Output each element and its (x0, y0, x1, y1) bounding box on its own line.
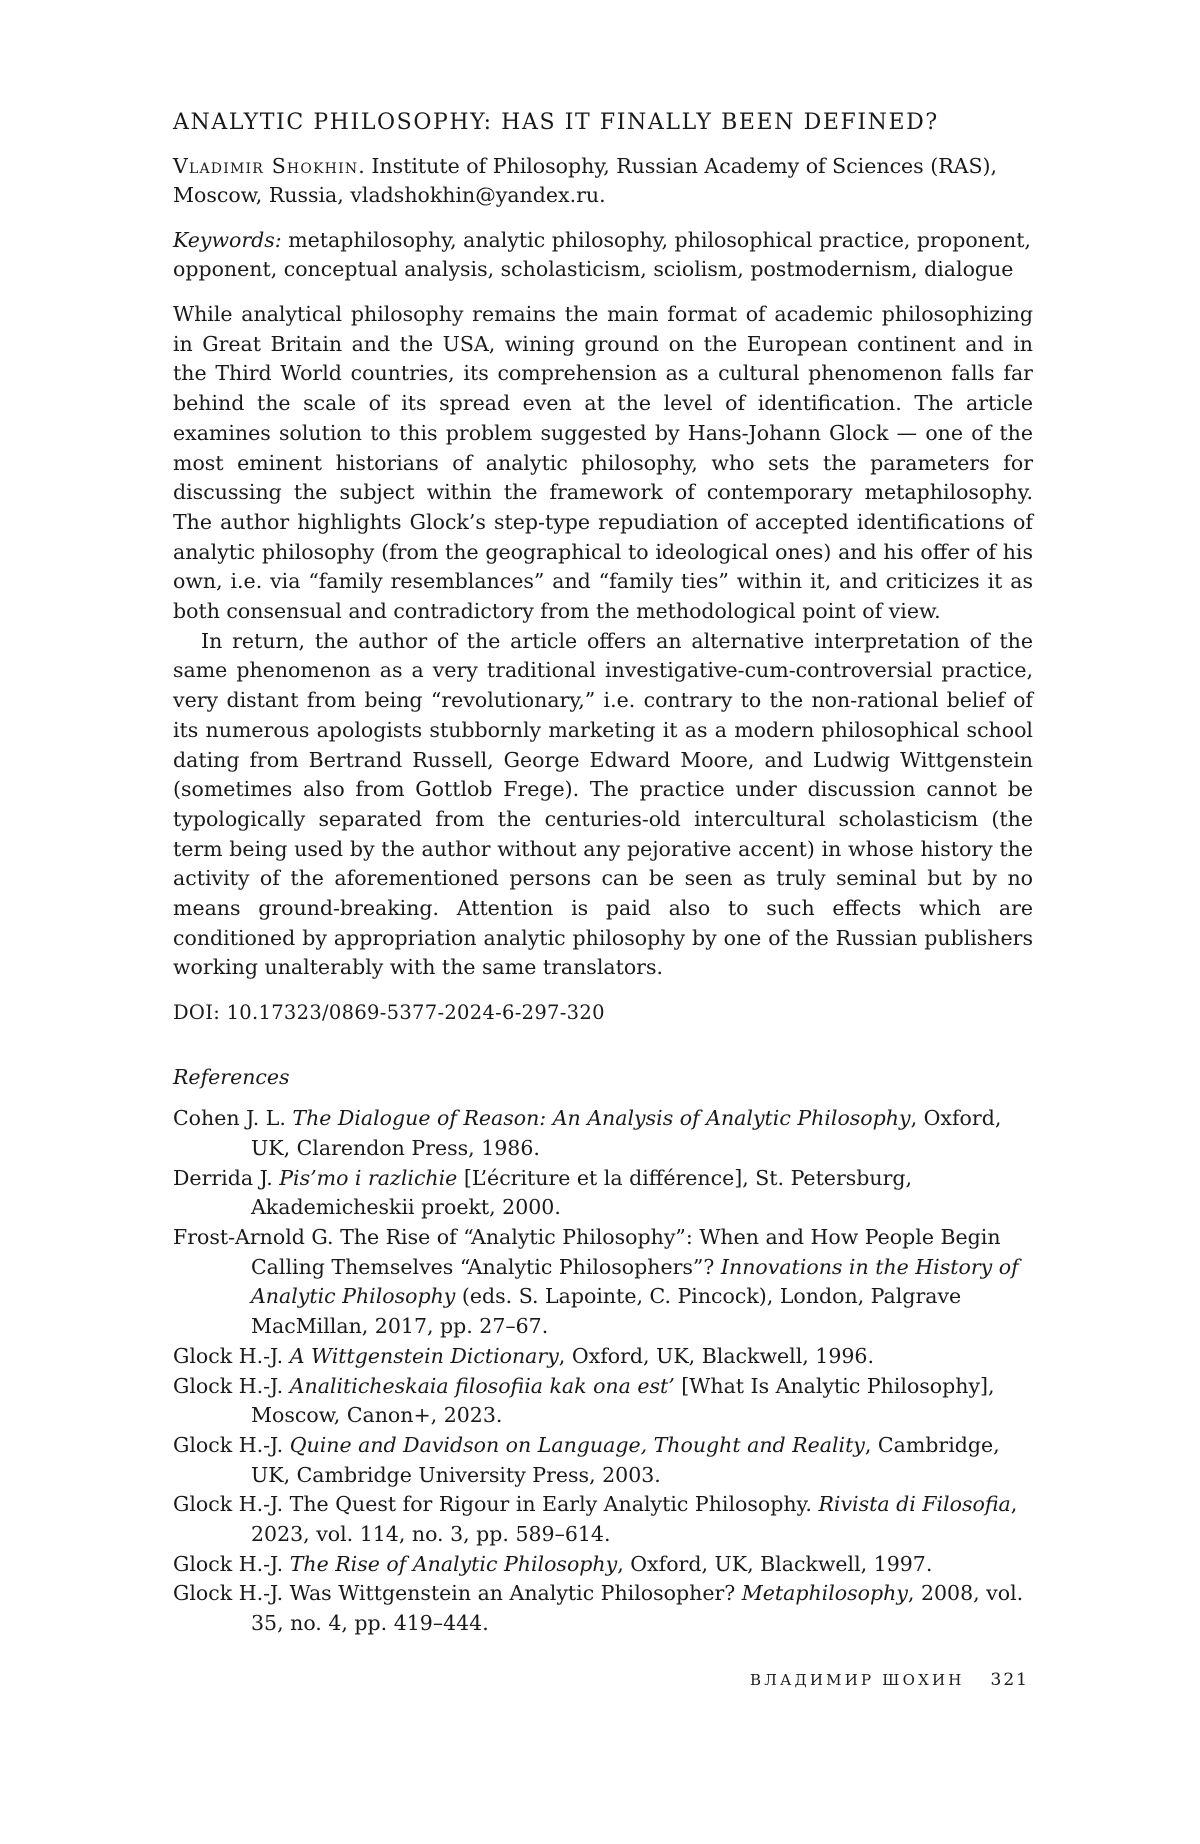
abstract-paragraph-2: In return, the author of the article offers an alternative interpretation of the same phenomenon as a very traditional investigative-cum-controversial practice, very distant from being “revolutionary,” i.e. contrary to the non-rational belief of its numerous apologists stubbornly marketing it as a modern philosophical school dating from Bertrand Russell, George Edward Moore, and Ludwig Wittgenstein (sometimes also from Gottlob Frege). The practice under discussion cannot be typologically separated from the centuries-old intercultural scholasticism (the term being used by the author without any pejorative accent) in whose history the activity of the aforementioned persons can be seen as truly seminal but by no means ground-breaking. Attention is paid also to such effects which are conditioned by appropriation analytic philosophy by one of the Russian publishers working unalterably with the same translators. (173, 628, 1033, 980)
reference-title: Analiticheskaia filosofiia kak ona est’ (289, 1373, 675, 1398)
reference-text: Derrida J. (173, 1165, 280, 1190)
reference-text: Glock H.-J. (173, 1343, 290, 1368)
doi[interactable]: DOI: 10.17323/0869-5377-2024-6-297-320 (173, 1001, 605, 1025)
reference-item (173, 1223, 1033, 1342)
reference-text: Cohen J. L. (173, 1106, 293, 1131)
reference-item (173, 1164, 1033, 1223)
reference-title: A Wittgenstein Dictionary (289, 1343, 559, 1368)
reference-text: (eds. S. Lapointe, C. Pincock), London, Palgrave MacMillan, 2017, pp. 27–67. (251, 1284, 962, 1339)
abstract-paragraph-1: While analytical philosophy remains the main format of academic philosophizing in Great Britain and the USA, wining ground on the European continent and in the Third World countries, its comprehension as a cultural phenomenon falls far behind the scale of its spread even at the level of identification. The article examines solution to this problem suggested by Hans-Johann Glock — one of the most eminent historians of analytic philosophy, who sets the parameters for discussing the subject within the framework of contemporary metaphilosophy. The author highlights Glock’s step-type repudiation of accepted identifications of analytic philosophy (from the geographical to ideological ones) and his offer of his own, i.e. via “family resemblances” and “family ties” within it, and criticizes it as both consensual and contradictory from the methodological point of view. (173, 302, 1033, 624)
page-content (173, 108, 1033, 1639)
reference-item (173, 1490, 1033, 1549)
reference-title: Pis’mo i razlichie (279, 1165, 458, 1190)
reference-text: Glock H.-J. (173, 1432, 290, 1457)
reference-item (173, 1342, 1033, 1372)
reference-title: Innovations in the History of Analytic Philosophy (251, 1254, 1019, 1309)
references-heading: References (173, 1065, 290, 1090)
article-title: ANALYTIC PHILOSOPHY: HAS IT FINALLY BEEN DEFINED? (173, 110, 939, 135)
reference-text: [L’écriture et la différence], St. Petersburg, Akademicheskii proekt, 2000. (251, 1165, 913, 1220)
reference-text: Glock H.-J. (173, 1373, 290, 1398)
reference-text: Glock H.-J. Was Wittgenstein an Analytic Philosopher? (173, 1581, 742, 1606)
reference-text: , 2023, vol. 114, no. 3, pp. 589–614. (251, 1492, 1018, 1547)
author-name: Vladimir Shokhin (173, 154, 359, 178)
abstract (173, 300, 1033, 983)
keywords-list: metaphilosophy, analytic philosophy, philosophical practice, proponent, opponent, conceptual analysis, scholasticism, sciolism, postmodernism, dialogue (173, 228, 1031, 281)
reference-text: , Oxford, UK, Blackwell, 1996. (558, 1343, 874, 1368)
author-block (173, 152, 1033, 210)
references-list (173, 1104, 1033, 1639)
reference-text: Glock H.-J. The Quest for Rigour in Early Analytic Philosophy. (173, 1492, 819, 1517)
keywords-label: Keywords: (173, 228, 282, 252)
reference-title: The Dialogue of Reason: An Analysis of Analytic Philosophy (292, 1106, 911, 1131)
reference-item (173, 1550, 1033, 1580)
reference-item (173, 1579, 1033, 1638)
reference-title: The Rise of Analytic Philosophy (289, 1551, 618, 1576)
running-footer (750, 1670, 1029, 1690)
reference-text: , Oxford, UK, Blackwell, 1997. (617, 1551, 933, 1576)
reference-item (173, 1431, 1033, 1490)
running-head: ВЛАДИМИР ШОХИН (750, 1671, 965, 1689)
reference-text: Glock H.-J. (173, 1551, 290, 1576)
reference-item (173, 1104, 1033, 1163)
reference-title: Metaphilosophy (741, 1581, 908, 1606)
keywords-block (173, 226, 1033, 284)
page-number: 321 (990, 1670, 1029, 1690)
author-affiliation: . Institute of Philosophy, Russian Academy of Sciences (RAS), Moscow, Russia, vladshokhin@yandex.ru. (173, 154, 998, 207)
reference-text: , Oxford, UK, Clarendon Press, 1986. (251, 1106, 1002, 1160)
reference-text: [What Is Analytic Philosophy], Moscow, Canon+, 2023. (251, 1373, 995, 1428)
reference-text: , 2008, vol. 35, no. 4, pp. 419–444. (251, 1581, 1024, 1636)
reference-text: , Cambridge, UK, Cambridge University Press, 2003. (251, 1432, 1000, 1487)
reference-text: Frost-Arnold G. The Rise of “Analytic Philosophy”: When and How People Begin Calling Themselves “Analytic Philosophers”? (173, 1224, 1001, 1279)
reference-title: Quine and Davidson on Language, Thought and Reality (289, 1432, 865, 1457)
reference-title: Rivista di Filosofia (818, 1492, 1011, 1517)
reference-item (173, 1372, 1033, 1431)
